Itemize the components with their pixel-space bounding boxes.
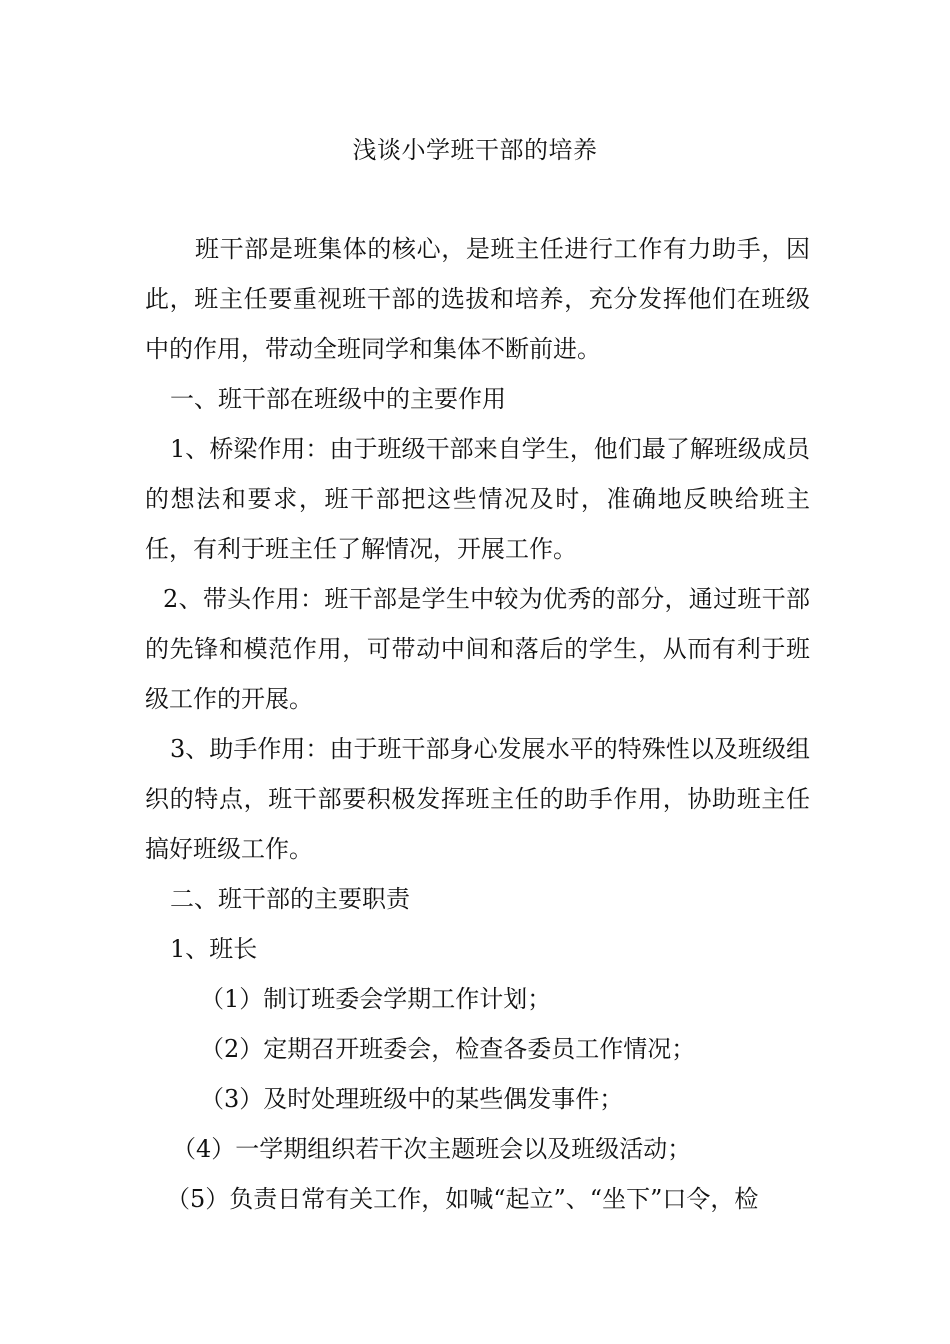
item-assistant-role: 3、助手作用：由于班干部身心发展水平的特殊性以及班级组织的特点，班干部要积极发挥班主任的助手作用，协助班主任搞好班级工作。 <box>145 735 810 863</box>
intro-paragraph: 班干部是班集体的核心，是班主任进行工作有力助手，因此，班主任要重视班干部的选拔和培养，充分发挥他们在班级中的作用，带动全班同学和集体不断前进。 <box>145 235 810 363</box>
item-leading-role: 2、带头作用：班干部是学生中较为优秀的部分，通过班干部的先锋和模范作用，可带动中间和落后的学生，从而有利于班级工作的开展。 <box>145 585 810 713</box>
duty-item-1: （1）制订班委会学期工作计划； <box>200 985 552 1013</box>
duty-item-3: （3）及时处理班级中的某些偶发事件； <box>200 1085 624 1113</box>
duty-item-5: （5）负责日常有关工作，如喊“起立”、“坐下”口令，检 <box>166 1185 759 1213</box>
duty-item-4: （4）一学期组织若干次主题班会以及班级活动； <box>172 1135 692 1163</box>
duty-item-2: （2）定期召开班委会，检查各委员工作情况； <box>200 1035 696 1063</box>
document-title: 浅谈小学班干部的培养 <box>352 136 598 164</box>
section-heading-duties: 二、班干部的主要职责 <box>170 885 410 913</box>
section-heading-roles: 一、班干部在班级中的主要作用 <box>170 385 506 413</box>
subheading-monitor: 1、班长 <box>170 935 258 963</box>
item-bridge-role: 1、桥梁作用：由于班级干部来自学生，他们最了解班级成员的想法和要求，班干部把这些情况及时，准确地反映给班主任，有利于班主任了解情况，开展工作。 <box>145 435 810 563</box>
